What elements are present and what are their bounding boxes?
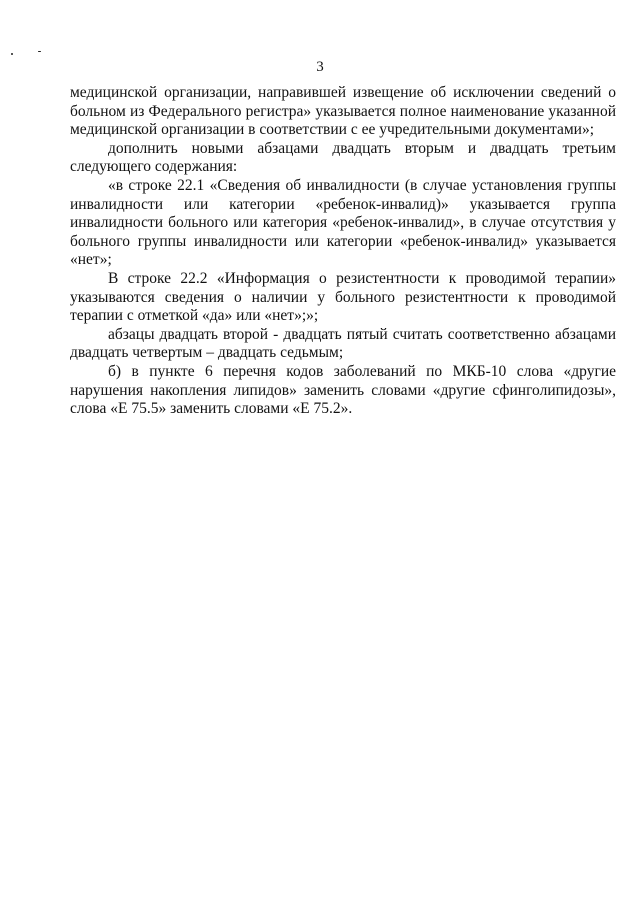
- paragraph-amendment-intro: дополнить новыми абзацами двадцать вторым и двадцать третьим следующего содержания:: [70, 139, 616, 176]
- paragraph-renumbering: абзацы двадцать второй - двадцать пятый считать соответственно абзацами двадцать четвертым – двадцать седьмым;: [70, 325, 616, 362]
- scan-speck: [38, 51, 41, 52]
- paragraph-item-b: б) в пункте 6 перечня кодов заболеваний по МКБ-10 слова «другие нарушения накопления липидов» заменить словами «другие сфинголипидозы», слова «Е 75.5» заменить словами «Е 75.2».: [70, 362, 616, 418]
- paragraph-line-22-2: В строке 22.2 «Информация о резистентности к проводимой терапии» указываются сведения о наличии у больного резистентности к проводимой терапии с отметкой «да» или «нет»;»;: [70, 269, 616, 325]
- page-number: 3: [316, 59, 324, 75]
- scan-speck: [11, 53, 13, 55]
- paragraph-continuation: медицинской организации, направившей извещение об исключении сведений о больном из Федерального регистра» указывается полное наименование указанной медицинской организации в соответствии с ее учредительными документами»;: [70, 84, 616, 139]
- document-body: [70, 84, 616, 419]
- paragraph-line-22-1: «в строке 22.1 «Сведения об инвалидности (в случае установления группы инвалидности или категории «ребенок-инвалид)» указывается группа инвалидности больного или категория «ребенок-инвалид», в случае отсутствия у больного группы инвалидности или категории «ребенок-инвалид» указывается «нет»;: [70, 176, 616, 269]
